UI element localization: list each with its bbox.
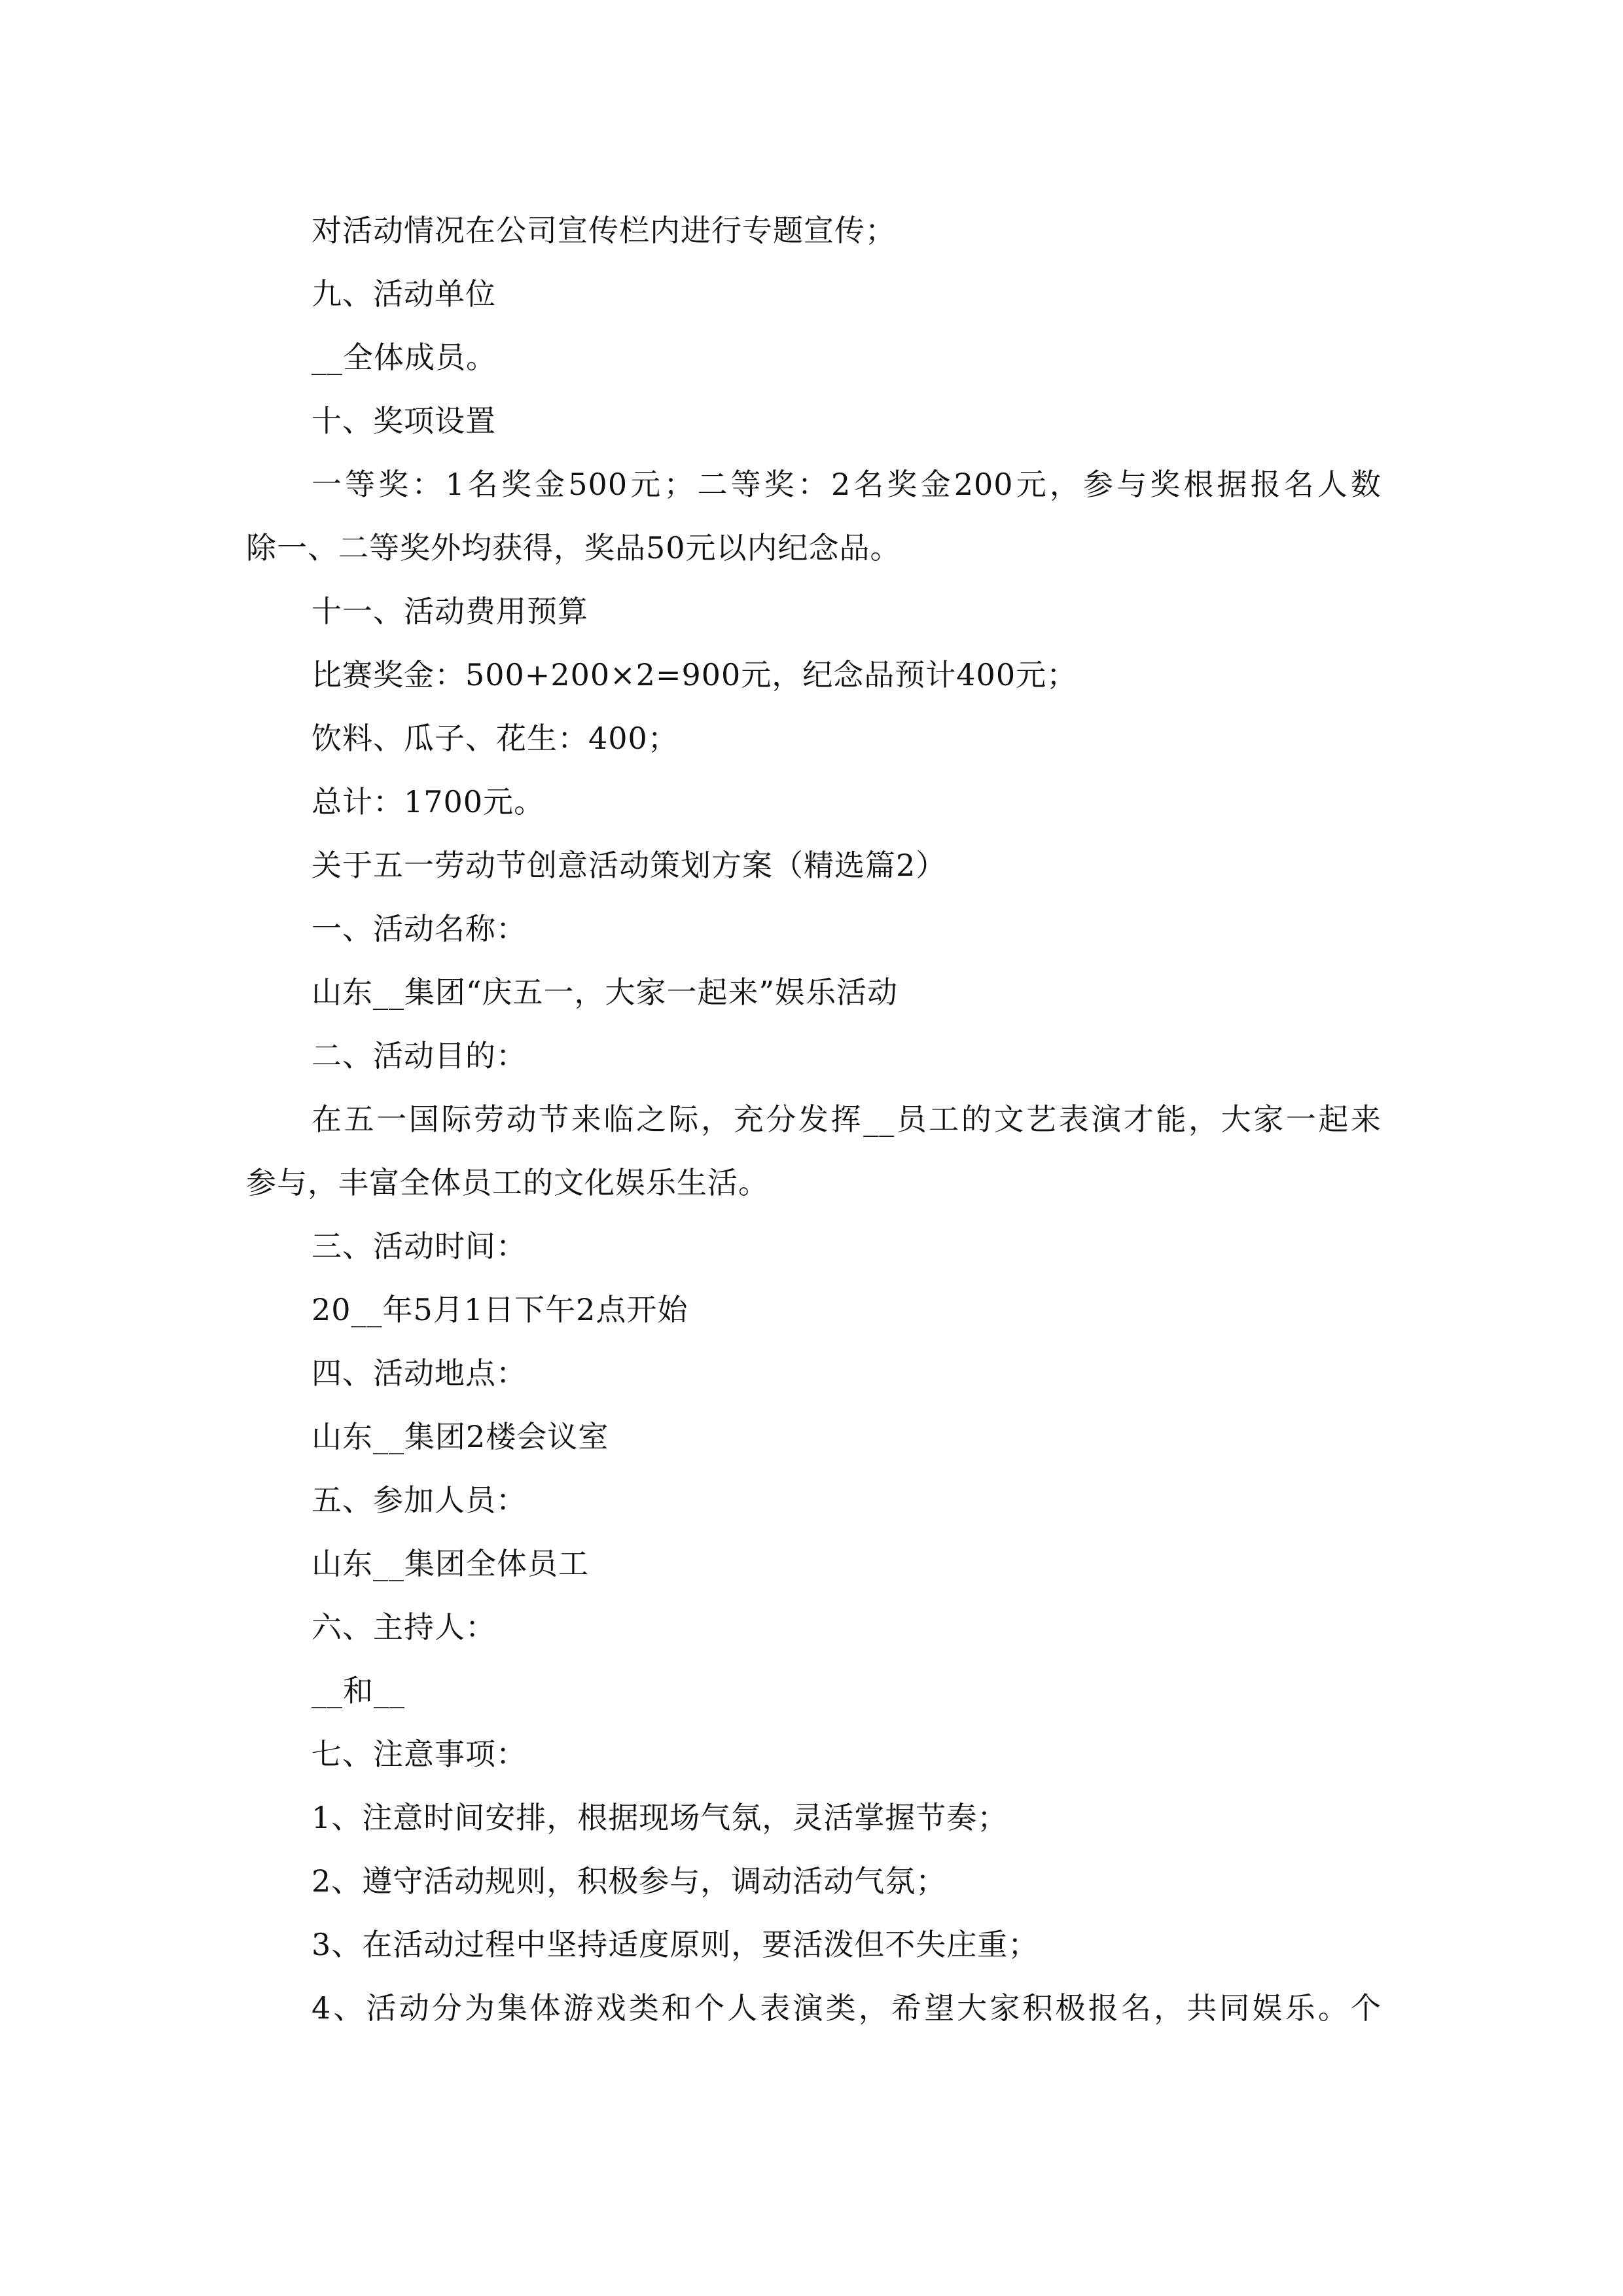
paragraph-line: 比赛奖金：500+200×2=900元，纪念品预计400元； <box>312 657 1078 692</box>
paragraph-line: 总计：1700元。 <box>312 784 545 819</box>
paragraph-line: __全体成员。 <box>312 340 497 375</box>
section-heading: 二、活动目的： <box>312 1038 527 1073</box>
list-item: 1、注意时间安排，根据现场气氛，灵活掌握节奏； <box>312 1800 1008 1835</box>
section-heading: 十一、活动费用预算 <box>312 594 588 629</box>
document-body <box>246 199 1382 2040</box>
section-heading: 五、参加人员： <box>312 1482 527 1518</box>
paragraph-line: 除一、二等奖外均获得，奖品50元以内纪念品。 <box>246 530 901 565</box>
paragraph-line: 山东__集团“庆五一，大家一起来”娱乐活动 <box>312 975 899 1010</box>
paragraph-line: 一等奖：1名奖金500元；二等奖：2名奖金200元，参与奖根据报名人数 <box>312 467 1382 502</box>
paragraph-line: __和__ <box>312 1673 405 1708</box>
paragraph-line: 20__年5月1日下午2点开始 <box>312 1292 688 1327</box>
section-heading: 九、活动单位 <box>312 276 496 312</box>
section-heading: 七、注意事项： <box>312 1736 527 1772</box>
paragraph-line: 参与，丰富全体员工的文化娱乐生活。 <box>246 1165 769 1200</box>
paragraph-line: 山东__集团全体员工 <box>312 1546 589 1581</box>
article-title: 关于五一劳动节创意活动策划方案（精选篇2） <box>312 848 947 883</box>
section-heading: 三、活动时间： <box>312 1229 527 1264</box>
list-item: 3、在活动过程中坚持适度原则，要活泼但不失庄重； <box>312 1927 1039 1962</box>
list-item: 4、活动分为集体游戏类和个人表演类，希望大家积极报名，共同娱乐。个 <box>312 1990 1382 2026</box>
section-heading: 六、主持人： <box>312 1609 496 1645</box>
paragraph-line: 在五一国际劳动节来临之际，充分发挥__员工的文艺表演才能，大家一起来 <box>312 1102 1382 1137</box>
list-item: 2、遵守活动规则，积极参与，调动活动气氛； <box>312 1863 947 1899</box>
section-heading: 十、奖项设置 <box>312 403 496 439</box>
paragraph-line: 饮料、瓜子、花生：400； <box>312 721 679 756</box>
section-heading: 四、活动地点： <box>312 1355 527 1391</box>
paragraph-line: 对活动情况在公司宣传栏内进行专题宣传； <box>312 213 896 248</box>
paragraph-line: 山东__集团2楼会议室 <box>312 1419 609 1454</box>
section-heading: 一、活动名称： <box>312 911 527 946</box>
